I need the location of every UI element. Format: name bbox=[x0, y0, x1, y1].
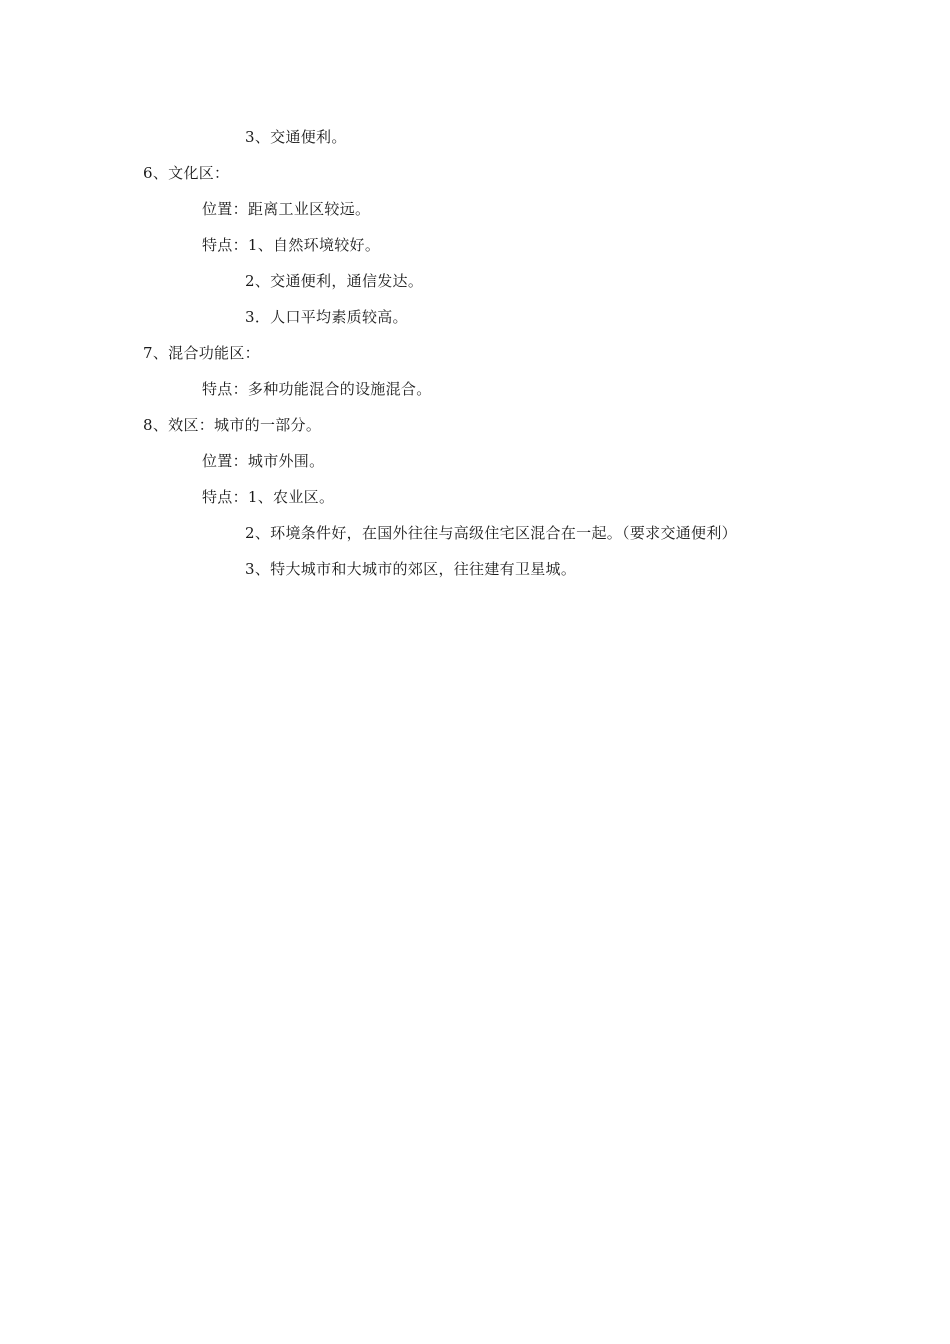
text-line: 2、环境条件好，在国外往往与高级住宅区混合在一起。（要求交通便利） bbox=[245, 524, 737, 542]
text-line: 位置：城市外围。 bbox=[202, 452, 325, 470]
text-line: 位置：距离工业区较远。 bbox=[202, 200, 371, 218]
text-line: 3．人口平均素质较高。 bbox=[245, 308, 408, 326]
section-heading: 6、文化区： bbox=[143, 164, 230, 182]
text-line: 特点：多种功能混合的设施混合。 bbox=[202, 380, 432, 398]
text-line: 2、交通便利，通信发达。 bbox=[245, 272, 424, 290]
section-heading: 8、效区：城市的一部分。 bbox=[143, 416, 322, 434]
text-line: 3、交通便利。 bbox=[245, 128, 347, 146]
section-heading: 7、混合功能区： bbox=[143, 344, 260, 362]
text-line: 特点：1、自然环境较好。 bbox=[202, 236, 381, 254]
text-line: 3、特大城市和大城市的郊区，往往建有卫星城。 bbox=[245, 560, 577, 578]
text-line: 特点：1、农业区。 bbox=[202, 488, 335, 506]
